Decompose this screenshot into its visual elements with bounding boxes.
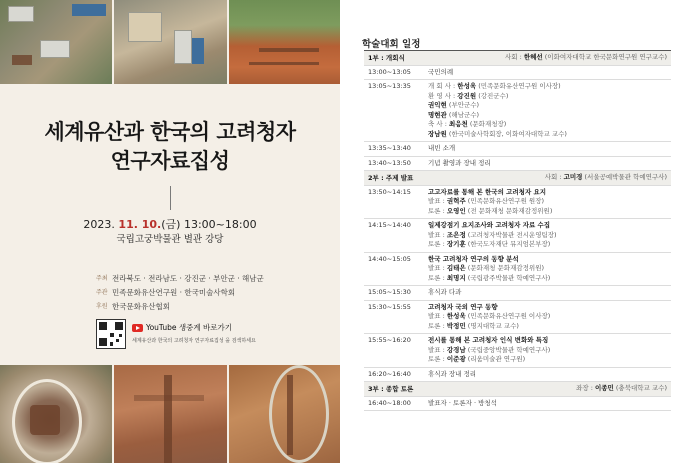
detail-line [428, 346, 667, 356]
divider-line [170, 186, 171, 210]
schedule-section-row [364, 51, 671, 66]
time-slot: 15:05~15:30 [368, 288, 411, 296]
affiliation: (부안군수) [446, 101, 480, 109]
person-name: 박정민 [446, 321, 466, 330]
kiln-site-photo-2 [114, 365, 227, 463]
youtube-live-link[interactable] [132, 322, 232, 333]
schedule-row [364, 66, 671, 81]
schedule-section-row [364, 382, 671, 397]
detail-line [428, 173, 667, 183]
person-name: 발표자 · 토론자 · 방청석 [428, 398, 497, 407]
person-name: 휴식과 장내 정리 [428, 369, 477, 378]
role-label: 개 회 사 : [428, 82, 458, 90]
role-label: 토론 : [428, 206, 447, 215]
session-details [424, 301, 671, 334]
role-label: 토론 : [428, 321, 447, 330]
section-label: 1부 : 개회식 [368, 54, 405, 62]
detail-line [428, 240, 667, 250]
schedule-row [364, 253, 671, 287]
person-name: 휴식과 다과 [428, 288, 462, 296]
session-details [424, 253, 671, 286]
role-label: 사회 : [544, 173, 564, 181]
title-line-1: 세계유산과 한국의 고려청자 [44, 120, 296, 144]
person-name: 내빈 소개 [428, 144, 456, 152]
panel-gap [340, 0, 350, 463]
youtube-search-hint: 세계유산과 한국의 고려청자 연구자료집성 을 검색하세요 [132, 338, 256, 344]
person-name: 강진원 [457, 91, 477, 100]
session-details [424, 51, 671, 65]
session-details [424, 219, 671, 252]
role-label: 토론 : [428, 240, 447, 248]
person-name: 장기훈 [446, 240, 466, 248]
person-name: 한성욱 [457, 82, 477, 90]
affiliation: (충북대학교 교수) [613, 384, 667, 392]
person-name: 이준광 [446, 355, 466, 363]
event-date [0, 216, 340, 232]
credit-organizer [96, 286, 331, 300]
role-label: 발표 : [428, 264, 447, 272]
schedule-row [364, 334, 671, 368]
role-label: 환 영 사 : [428, 91, 458, 100]
detail-line [428, 255, 667, 265]
time-slot: 13:05~13:35 [368, 82, 411, 90]
session-topic: 일제강점기 요지조사와 고려청자 자료 수집 [428, 221, 551, 229]
affiliation: (민족문화유산연구원 이사장) [465, 312, 551, 320]
affiliation: (전 문화재청 문화재감정위원) [465, 206, 553, 215]
credit-value: 민족문화유산연구원 · 한국미술사학회 [112, 288, 236, 297]
affiliation: (이화여자대학교 한국문화연구원 연구교수) [542, 53, 667, 61]
affiliation: (문화재청장) [467, 120, 507, 128]
detail-line [428, 159, 667, 169]
affiliation: (국립중앙박물관 학예연구사) [465, 345, 551, 354]
credit-host [96, 272, 331, 286]
time-slot: 15:55~16:20 [368, 336, 411, 344]
affiliation: (민족문화유산연구원 이사장) [476, 82, 561, 90]
detail-line [428, 384, 667, 394]
schedule-row [364, 186, 671, 220]
detail-line [428, 120, 667, 130]
affiliation: (문화재청 문화재감정위원) [465, 264, 545, 272]
detail-line [428, 322, 667, 332]
detail-line [428, 399, 667, 409]
role-label: 좌장 : [576, 384, 595, 392]
date-highlight: 11. 10. [118, 218, 162, 231]
schedule-row [364, 368, 671, 383]
role-label: 축 사 : [428, 120, 449, 128]
session-details [424, 334, 671, 367]
detail-line [428, 92, 667, 102]
session-details [424, 397, 671, 411]
section-label: 3부 : 종합 토론 [368, 385, 414, 393]
person-name: 국민의례 [428, 67, 454, 76]
person-name: 조은정 [446, 230, 466, 239]
affiliation: (한국도자재단 뮤지엄본부장) [465, 240, 551, 248]
person-name: 최응천 [448, 120, 468, 128]
session-details [424, 80, 671, 141]
qr-code-icon[interactable] [96, 319, 126, 349]
person-name: 이종민 [594, 384, 614, 392]
credit-key: 주관 [96, 289, 108, 296]
excavation-photo-aerial-3 [229, 0, 340, 84]
schedule-row [364, 142, 671, 157]
session-topic: 전시를 통해 본 고려청자 인식 변화와 특징 [428, 336, 549, 344]
detail-line [428, 68, 667, 78]
person-name: 권익현 [428, 101, 447, 109]
person-name: 한성욱 [446, 312, 466, 320]
date-prefix: 2023. [83, 218, 119, 231]
session-details [424, 157, 671, 171]
schedule-panel [352, 0, 680, 463]
affiliation: (고려청자박물관 전시운영팀장) [465, 230, 557, 239]
session-details [424, 142, 671, 156]
person-name: 오영인 [446, 206, 466, 215]
session-details [424, 66, 671, 80]
session-details [424, 186, 671, 219]
detail-line [428, 355, 667, 365]
detail-line [428, 197, 667, 207]
affiliation: (리움미술관 연구원) [465, 355, 526, 363]
detail-line [428, 144, 667, 154]
session-topic: 고려청자 국외 연구 동향 [428, 302, 498, 311]
event-venue: 국립고궁박물관 별관 강당 [116, 234, 224, 245]
detail-line [428, 312, 667, 322]
role-label: 토론 : [428, 355, 447, 363]
person-name: 한혜선 [523, 53, 543, 61]
poster-title [0, 118, 340, 176]
person-name: 권혁주 [446, 197, 466, 205]
kiln-site-photo-3 [229, 365, 340, 463]
time-slot: 13:00~13:05 [368, 67, 411, 76]
detail-line [428, 188, 667, 198]
detail-line [428, 53, 667, 63]
youtube-label: YouTube 생중계 바로가기 [146, 323, 232, 332]
session-details [424, 368, 671, 382]
section-label: 2부 : 주제 발표 [368, 174, 414, 182]
youtube-icon [132, 324, 143, 332]
detail-line [428, 130, 667, 140]
time-slot: 13:35~13:40 [368, 144, 411, 152]
session-details [424, 286, 671, 300]
detail-line [428, 82, 667, 92]
schedule-row [364, 301, 671, 335]
kiln-site-photo-1 [0, 365, 112, 463]
session-topic: 고고자료를 통해 본 한국의 고려청자 요지 [428, 187, 547, 196]
detail-line [428, 111, 667, 121]
affiliation: (강진군수) [476, 91, 509, 100]
schedule-table [364, 50, 671, 411]
credit-key: 후원 [96, 303, 108, 310]
role-label: 사회 : [504, 53, 524, 61]
credit-key: 주최 [96, 275, 108, 282]
excavation-photo-aerial-1 [0, 0, 112, 84]
time-slot: 15:30~15:55 [368, 302, 411, 311]
person-name: 명현관 [428, 110, 447, 119]
time-slot: 16:40~18:00 [368, 398, 411, 407]
affiliation: (해남군수) [446, 110, 480, 119]
time-slot: 14:40~15:05 [368, 254, 411, 263]
detail-line [428, 101, 667, 111]
affiliation: (국립광주박물관 학예연구사) [465, 273, 551, 282]
time-slot: 13:40~13:50 [368, 158, 411, 167]
person-name: 고미경 [563, 173, 583, 181]
schedule-row [364, 397, 671, 412]
detail-line [428, 288, 667, 298]
schedule-row [364, 286, 671, 301]
detail-line [428, 207, 667, 217]
time-slot: 13:50~14:15 [368, 187, 411, 196]
credits [96, 272, 331, 314]
role-label: 발표 : [428, 230, 447, 239]
role-label: 발표 : [428, 312, 447, 320]
detail-line [428, 274, 667, 284]
credit-value: 한국문화유산협회 [112, 302, 170, 311]
detail-line [428, 221, 667, 231]
title-line-2: 연구자료집성 [110, 149, 230, 173]
detail-line [428, 336, 667, 346]
affiliation: (한국미술사학회장, 이화여자대학교 교수) [446, 129, 567, 138]
role-label: 발표 : [428, 345, 447, 354]
time-slot: 16:20~16:40 [368, 369, 411, 378]
schedule-row [364, 157, 671, 172]
credit-sponsor [96, 300, 331, 314]
detail-line [428, 370, 667, 380]
person-name: 기념 촬영과 장내 정리 [428, 158, 491, 167]
affiliation: (민족문화유산연구원 원장) [465, 197, 545, 205]
role-label: 토론 : [428, 273, 447, 282]
person-name: 장남원 [428, 129, 447, 138]
credit-value: 전라북도 · 전라남도 · 강진군 · 부안군 · 해남군 [112, 274, 264, 283]
person-name: 강경남 [446, 345, 466, 354]
person-name: 김태은 [446, 264, 466, 272]
schedule-row [364, 80, 671, 142]
detail-line [428, 264, 667, 274]
schedule-row [364, 219, 671, 253]
detail-line [428, 303, 667, 313]
session-details [424, 382, 671, 396]
role-label: 발표 : [428, 197, 447, 205]
affiliation: (서울공예박물관 학예연구사) [582, 173, 667, 181]
date-day: (금) [161, 218, 184, 231]
schedule-title: 학술대회 일정 [362, 39, 421, 50]
date-time: 13:00~18:00 [183, 218, 257, 231]
person-name: 최명지 [446, 273, 466, 282]
excavation-photo-aerial-2 [114, 0, 227, 84]
session-topic: 한국 고려청자 연구의 동향 분석 [428, 254, 519, 263]
detail-line [428, 231, 667, 241]
time-slot: 14:15~14:40 [368, 221, 411, 229]
affiliation: (명지대학교 교수) [465, 321, 519, 330]
schedule-section-row [364, 171, 671, 186]
session-details [424, 171, 671, 185]
